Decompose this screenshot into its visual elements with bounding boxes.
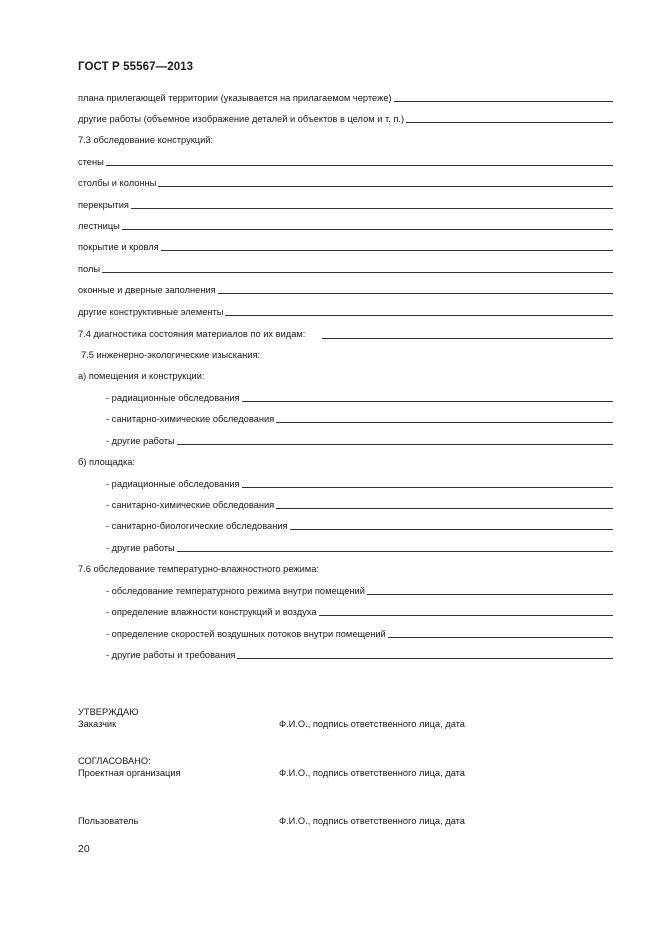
line-label: стены — [78, 157, 104, 167]
fill-line — [102, 263, 613, 273]
line-item — [78, 156, 613, 168]
fill-line — [158, 177, 613, 187]
fill-line — [290, 520, 613, 530]
line-label: - радиационные обследования — [106, 479, 240, 489]
fill-line — [394, 92, 613, 102]
fill-line — [177, 435, 613, 445]
line-label: - радиационные обследования — [106, 393, 240, 403]
section-7-5: 7.5 инженерно-экологические изыскания: — [81, 350, 261, 360]
line-item — [78, 263, 613, 275]
line-item — [78, 92, 613, 104]
line-item — [106, 392, 613, 404]
line-item — [78, 220, 613, 232]
approve-fields: Ф.И.О., подпись ответственного лица, дата — [279, 719, 465, 729]
line-label: - определение влажности конструкций и воздуха — [106, 607, 317, 617]
fill-line — [131, 199, 613, 209]
line-item — [106, 435, 613, 447]
approve-role: Заказчик — [78, 719, 117, 729]
section-7-5-b: б) площадка: — [78, 457, 136, 467]
fill-line — [218, 284, 613, 294]
line-item — [78, 284, 613, 296]
section-7-5-a: а) помещения и конструкции: — [78, 371, 205, 381]
line-label: - санитарно-химические обследования — [106, 500, 275, 510]
fill-line — [406, 113, 613, 123]
line-label: - санитарно-химические обследования — [106, 414, 275, 424]
line-label: столбы и колонны — [78, 178, 157, 188]
fill-line — [388, 628, 613, 638]
line-label: - обследование температурного режима внутри помещений — [106, 586, 365, 596]
line-item — [106, 478, 613, 490]
line-label: - другие работы и требования — [106, 650, 236, 660]
line-label: оконные и дверные заполнения — [78, 285, 216, 295]
fill-line — [122, 220, 613, 230]
line-item — [106, 520, 613, 532]
fill-line — [242, 478, 613, 488]
fill-line — [237, 649, 613, 659]
line-item — [106, 585, 613, 597]
line-item — [106, 649, 613, 661]
line-item — [78, 306, 613, 318]
line-label: плана прилегающей территории (указывается на прилагаемом чертеже) — [78, 93, 392, 103]
line-label: перекрытия — [78, 200, 129, 210]
fill-line — [161, 241, 613, 251]
user-fields: Ф.И.О., подпись ответственного лица, дата — [279, 816, 465, 826]
line-item — [78, 241, 613, 253]
section-7-6: 7.6 обследование температурно-влажностного режима: — [78, 564, 319, 574]
fill-line — [276, 499, 613, 509]
line-label: - определение скоростей воздушных потоков внутри помещений — [106, 629, 386, 639]
agreed-title: СОГЛАСОВАНО: — [78, 756, 151, 766]
agreed-fields: Ф.И.О., подпись ответственного лица, дата — [279, 768, 465, 778]
line-item — [78, 177, 613, 189]
line-label: лестницы — [78, 221, 120, 231]
line-label: полы — [78, 264, 101, 274]
document-header: ГОСТ Р 55567—2013 — [78, 61, 194, 73]
line-label: - другие работы — [106, 543, 175, 553]
line-label: - другие работы — [106, 436, 175, 446]
line-item — [106, 542, 613, 554]
fill-line — [319, 606, 614, 616]
section-7-4: 7.4 диагностика состояния материалов по их видам: — [78, 329, 306, 339]
fill-line — [177, 542, 613, 552]
line-item — [106, 499, 613, 511]
section-7-3: 7.3 обследование конструкций: — [78, 135, 214, 145]
line-item — [78, 199, 613, 211]
fill-line — [242, 392, 613, 402]
fill-line — [367, 585, 613, 595]
page-number: 20 — [78, 843, 90, 855]
line-item — [106, 606, 613, 618]
line-item — [106, 628, 613, 640]
line-item — [106, 413, 613, 425]
agreed-role: Проектная организация — [78, 768, 181, 778]
fill-line — [225, 306, 613, 316]
line-label: другие конструктивные элементы — [78, 307, 224, 317]
user-role: Пользователь — [78, 816, 139, 826]
fill-line — [322, 338, 613, 339]
fill-line — [276, 413, 613, 423]
line-label: - санитарно-биологические обследования — [106, 521, 288, 531]
approve-title: УТВЕРЖДАЮ — [78, 707, 139, 717]
line-label: другие работы (объемное изображение деталей и объектов в целом и т. п.) — [78, 114, 405, 124]
line-label: покрытие и кровля — [78, 242, 159, 252]
line-item — [78, 113, 613, 125]
fill-line — [106, 156, 613, 166]
